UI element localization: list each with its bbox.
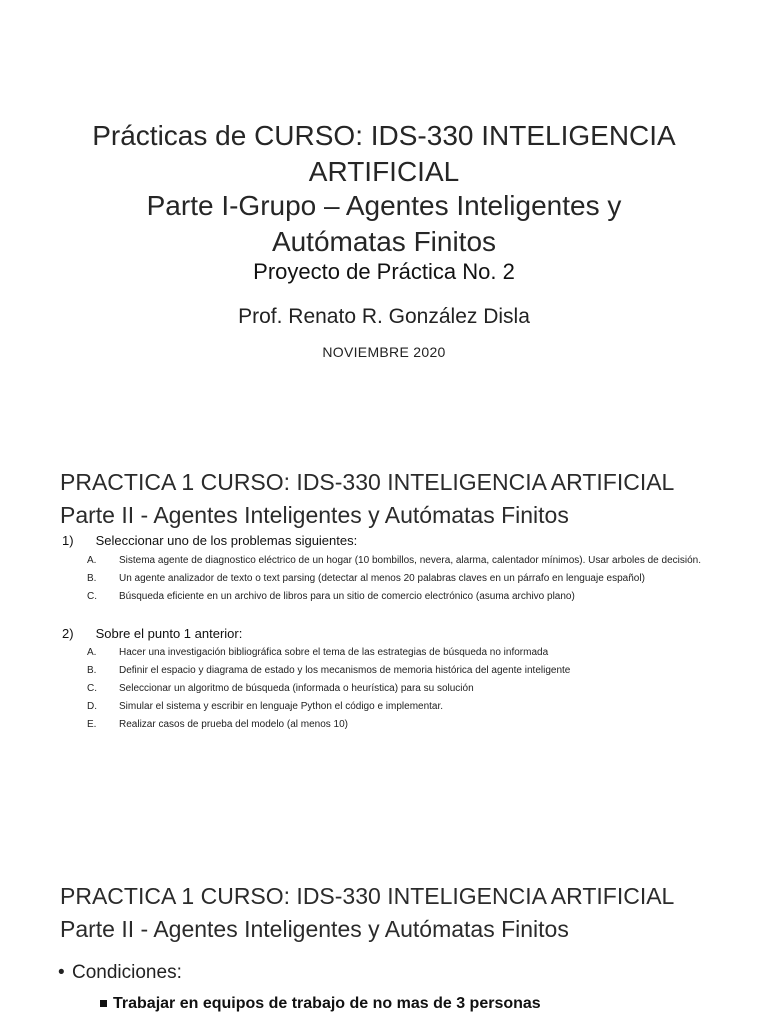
slide-heading-line1: PRACTICA 1 CURSO: IDS-330 INTELIGENCIA ARTIFICIAL xyxy=(60,469,675,495)
list-item: C. Búsqueda eficiente en un archivo de libros para un sitio de comercio electrónico (asuma archivo plano) xyxy=(87,591,575,602)
author-name: Prof. Renato R. González Disla xyxy=(238,305,530,328)
list-item: A. Sistema agente de diagnostico eléctrico de un hogar (10 bombillos, nevera, alarma, calentador mínimos). Usar arboles de decisión. xyxy=(87,555,701,566)
slide-heading xyxy=(60,880,760,946)
slide-conditions xyxy=(0,850,768,1024)
list-item: E. Realizar casos de prueba del modelo (al menos 10) xyxy=(87,719,349,730)
list-item: A. Hacer una investigación bibliográfica sobre el tema de las estrategias de búsqueda no informada xyxy=(87,647,549,658)
question-2 xyxy=(62,625,242,643)
slide-heading-line2: Parte II - Agentes Inteligentes y Autómatas Finitos xyxy=(60,502,569,528)
list-item: D. Simular el sistema y escribir en lenguaje Python el código e implementar. xyxy=(87,701,444,712)
list-item: B. Un agente analizador de texto o text parsing (detectar al menos 20 palabras claves en un párrafo en lenguaje español) xyxy=(87,573,645,584)
part-title xyxy=(0,188,768,260)
square-bullet-icon xyxy=(100,1000,107,1007)
list-item: B. Definir el espacio y diagrama de estado y los mecanismos de memoria histórica del agente inteligente xyxy=(87,665,571,676)
question-number: 1) xyxy=(62,533,74,548)
question-text: Seleccionar uno de los problemas siguientes: xyxy=(95,533,358,548)
question-text: Sobre el punto 1 anterior: xyxy=(95,626,243,641)
course-title-line1: Prácticas de CURSO: IDS-330 INTELIGENCIA xyxy=(92,120,676,151)
question-1 xyxy=(62,532,357,550)
slide-title xyxy=(0,0,768,418)
sub-bullet-text: Trabajar en equipos de trabajo de no mas de 3 personas xyxy=(113,995,541,1012)
slide-practice-details xyxy=(0,418,768,850)
bullet-icon: • xyxy=(58,962,65,983)
course-title xyxy=(0,118,768,190)
question-2-tasks xyxy=(87,646,767,736)
course-title-line2: ARTIFICIAL xyxy=(308,156,460,187)
sub-bullet xyxy=(100,993,541,1015)
list-item: C. Seleccionar un algoritmo de búsqueda (informada o heurística) para su solución xyxy=(87,683,474,694)
question-1-options xyxy=(87,554,767,608)
conditions-bullet xyxy=(58,960,182,986)
slide-heading xyxy=(60,466,760,532)
project-subtitle: Proyecto de Práctica No. 2 xyxy=(253,259,515,284)
slide-heading-line1: PRACTICA 1 CURSO: IDS-330 INTELIGENCIA ARTIFICIAL xyxy=(60,883,675,909)
part-title-line2: Autómatas Finitos xyxy=(271,226,497,257)
date-label: NOVIEMBRE 2020 xyxy=(322,344,446,360)
slide-heading-line2: Parte II - Agentes Inteligentes y Autómatas Finitos xyxy=(60,916,569,942)
question-number: 2) xyxy=(62,626,74,641)
bullet-text: Condiciones: xyxy=(72,962,182,983)
part-title-line1: Parte I-Grupo – Agentes Inteligentes y xyxy=(146,190,622,221)
